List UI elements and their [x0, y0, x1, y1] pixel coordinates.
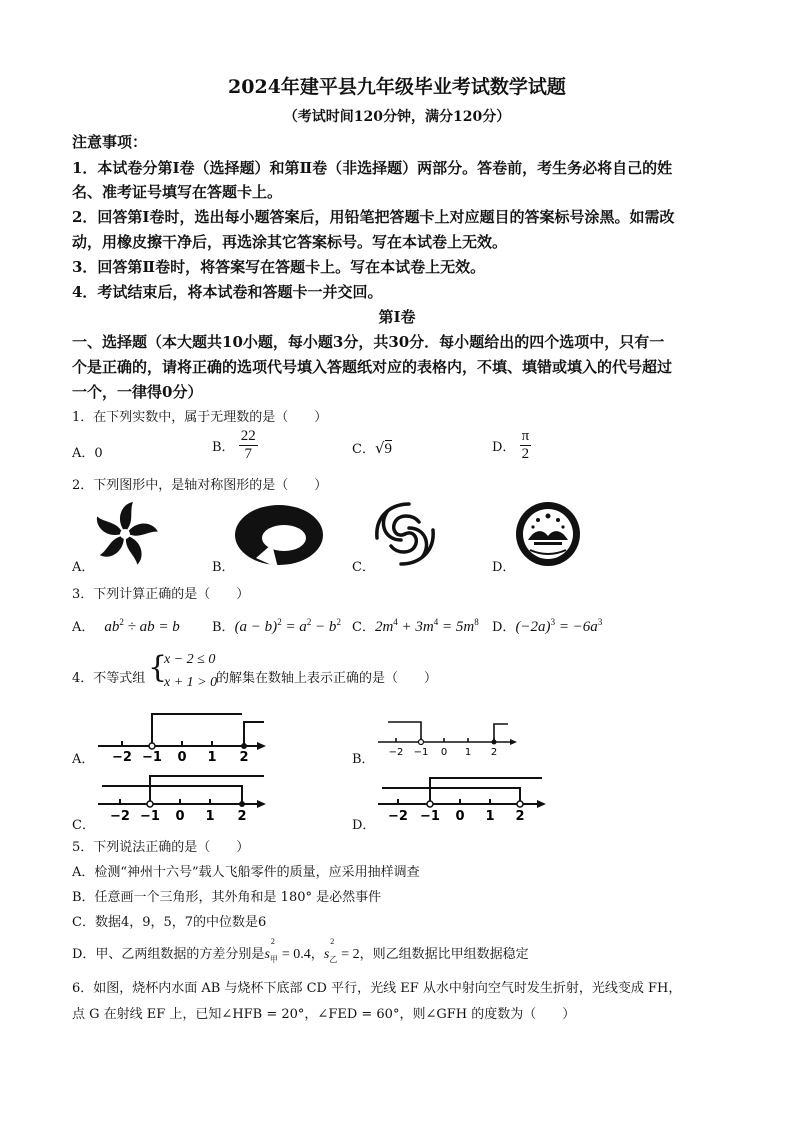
q4-label-b: B．	[352, 752, 375, 767]
question-5-stem: 5．下列说法正确的是（ ）	[72, 840, 250, 855]
note-2-line-1: 2．回答第Ⅰ卷时，选出每小题答案后，用铅笔把答题卡上对应题目的答案标号涂黑。如需改	[72, 208, 675, 226]
page-title: 2024年建平县九年级毕业考试数学试题	[228, 76, 566, 98]
tick-label: −1	[140, 809, 160, 824]
notes-heading: 注意事项：	[72, 133, 148, 151]
q2-label-a: A．	[72, 560, 95, 575]
question-1-stem: 1．在下列实数中，属于无理数的是（ ）	[72, 410, 328, 425]
question-4-stem-pre: 4．不等式组	[72, 671, 146, 686]
q1-option-c: C．√9	[352, 439, 393, 457]
q4-number-line-a	[94, 708, 274, 764]
question-6-line-1: 6．如图，烧杯内水面 AB 与烧杯下底部 CD 平行，光线 EF 从水中射向空气时发生折射，光线变成 FH，	[72, 981, 682, 996]
note-4: 4．考试结束后，将本试卷和答题卡一并交回。	[72, 283, 383, 301]
q4-label-c: C．	[72, 818, 95, 833]
q5-option-a: A．检测“神州十六号”载人飞船零件的质量，应采用抽样调查	[72, 865, 420, 880]
inequality-1: x − 2 ≤ 0	[164, 652, 216, 667]
q5-option-b: B．任意画一个三角形，其外角和是 180° 是必然事件	[72, 890, 382, 905]
sqrt-icon: √	[374, 439, 385, 457]
tick-label: 1	[207, 750, 217, 764]
tick-label: 2	[237, 809, 247, 824]
tick-label: −2	[110, 809, 130, 824]
q4-label-d: D．	[352, 818, 376, 833]
tick-label: 0	[440, 747, 448, 758]
tick-label: −2	[388, 809, 408, 824]
q3-option-b: B．$(a - b)^2 = a^2 - b^2$	[212, 617, 341, 635]
note-1-line-2: 名、准考证号填写在答题卡上。	[72, 183, 283, 201]
tick-label: −1	[420, 809, 440, 824]
bauhinia-flower-icon	[92, 500, 158, 568]
q2-label-d: D．	[492, 560, 516, 575]
exam-info: （考试时间120分钟，满分120分）	[283, 109, 511, 125]
tick-label: −2	[112, 750, 132, 764]
tick-label: 0	[455, 809, 465, 824]
q3-option-c: C．$2m^4 + 3m^4 = 5m^8$	[352, 617, 479, 635]
q3-option-a: A． $ab^2$ ÷ ab = b	[72, 617, 180, 635]
q4-number-line-d	[374, 770, 554, 826]
q1-option-b: B． $\frac{22}{7}$	[212, 428, 256, 462]
q5-option-d: D．甲、乙两组数据的方差分别是$s_甲$ 2 = 0.4，$s_乙$ 2 = 2，则乙组数据比甲组数据稳定	[72, 937, 529, 964]
tick-label: 1	[485, 809, 495, 824]
part-1-heading: 第Ⅰ卷	[378, 308, 416, 326]
q1-option-a: A．0	[72, 446, 103, 461]
q3-option-d: D．$(-2a)^3 = -6a^3$	[492, 617, 603, 635]
note-3: 3．回答第Ⅱ卷时，将答案写在答题卡上。写在本试卷上无效。	[72, 258, 486, 276]
tick-label: 0	[175, 809, 185, 824]
tick-label: 0	[177, 750, 187, 764]
tick-label: −2	[388, 747, 404, 758]
q1-option-d: D． $\frac{\pi}{2}$	[492, 428, 530, 462]
broken-ring-icon	[232, 502, 326, 568]
tick-label: 2	[515, 809, 525, 824]
section-1-line-2: 个是正确的，请将正确的选项代号填入答题纸对应的表格内，不填、填错或填入的代号超过	[72, 358, 673, 376]
q2-label-c: C．	[352, 560, 375, 575]
section-1-line-1: 一、选择题（本大题共10小题，每小题3分，共30分．每小题给出的四个选项中，只有一	[72, 333, 665, 351]
tick-label: −1	[142, 750, 162, 764]
fraction-22-7: $\frac{22}{7}$	[240, 428, 256, 462]
tick-label: 1	[205, 809, 215, 824]
fraction-pi-2: $\frac{\pi}{2}$	[521, 428, 530, 462]
tick-label: −1	[413, 747, 429, 758]
q4-number-line-b	[374, 716, 524, 758]
tick-label: 1	[464, 747, 472, 758]
emblem-icon	[514, 500, 582, 568]
question-4-stem-post: 的解集在数轴上表示正确的是（ ）	[216, 671, 438, 686]
q4-label-a: A．	[72, 752, 95, 767]
section-1-line-3: 一个，一律得0分）	[72, 383, 203, 401]
note-1-line-1: 1．本试卷分第Ⅰ卷（选择题）和第Ⅱ卷（非选择题）两部分。答卷前，考生务必将自己的姓	[72, 159, 673, 177]
question-6-line-2: 点 G 在射线 EF 上，已知∠HFB = 20°，∠FED = 60°，则∠GFH 的度数为（ ）	[72, 1007, 576, 1022]
q2-label-b: B．	[212, 560, 235, 575]
swirl-logo-icon	[372, 500, 438, 568]
tick-label: 2	[490, 747, 498, 758]
q5-option-c: C．数据4，9，5，7的中位数是6	[72, 915, 267, 930]
question-2-stem: 2．下列图形中，是轴对称图形的是（ ）	[72, 478, 328, 493]
tick-label: 2	[239, 750, 249, 764]
question-3-stem: 3．下列计算正确的是（ ）	[72, 587, 250, 602]
inequality-2: x + 1 > 0	[164, 675, 218, 690]
left-brace-icon: {	[148, 650, 168, 685]
q4-number-line-c	[94, 770, 274, 826]
note-2-line-2: 动，用橡皮擦干净后，再选涂其它答案标号。写在本试卷上无效。	[72, 233, 508, 251]
